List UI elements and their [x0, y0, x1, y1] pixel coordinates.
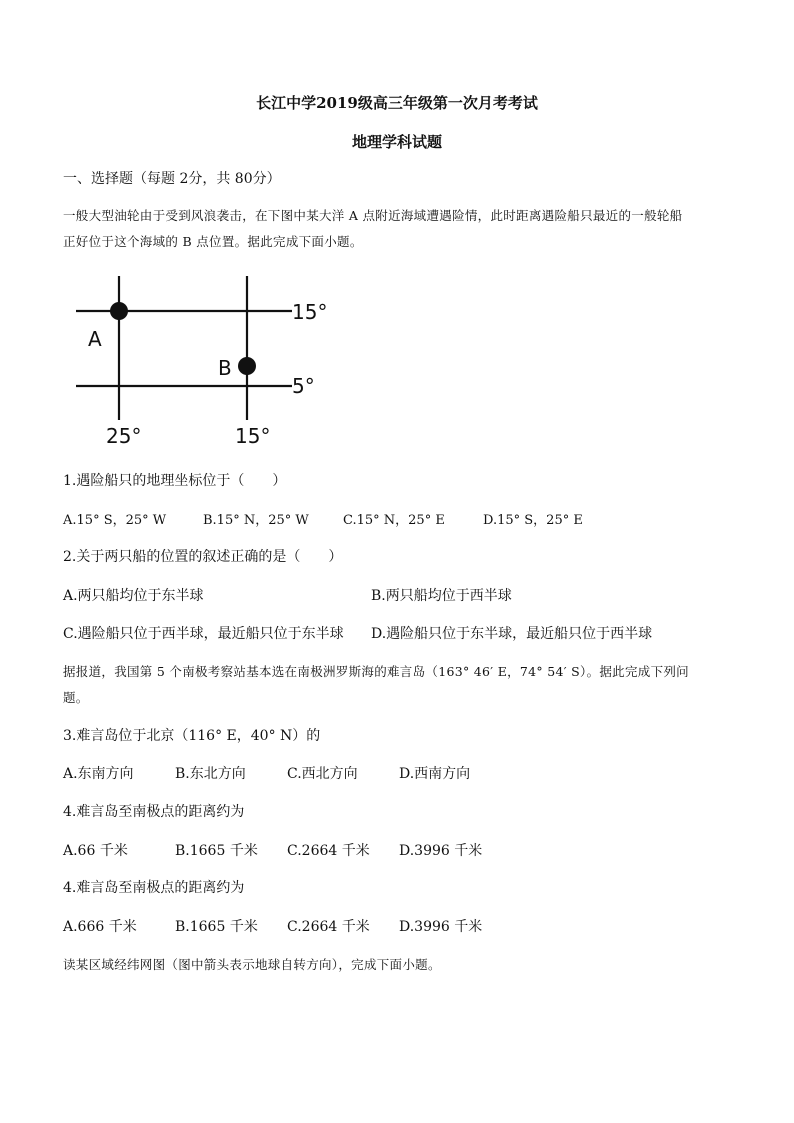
- question-3-stem: 3.难言岛位于北京（116° E，40° N）的: [63, 728, 321, 744]
- question-4b-option-a: A.666 千米: [63, 919, 137, 935]
- lat-label-top: 15°: [292, 300, 328, 324]
- question-1-stem: 1.遇险船只的地理坐标位于（ ）: [63, 473, 287, 489]
- intro-2-line-1: 据报道，我国第 5 个南极考察站基本选在南极洲罗斯海的难言岛（163° 46′ E，74° 54′ S）。据此完成下列问: [63, 664, 689, 679]
- question-4-option-d: D.3996 千米: [399, 843, 483, 859]
- question-4b-option-d: D.3996 千米: [399, 919, 483, 935]
- point-b-marker: [238, 357, 256, 375]
- question-4b-option-b: B.1665 千米: [175, 919, 258, 935]
- question-2-option-b: B.两只船均位于西半球: [371, 588, 512, 604]
- lon-label-left: 25°: [106, 424, 142, 448]
- question-4b-stem: 4.难言岛至南极点的距离约为: [63, 880, 245, 896]
- intro-1-line-2: 正好位于这个海域的 B 点位置。据此完成下面小题。: [63, 234, 363, 249]
- lat-lon-grid-figure: [70, 270, 340, 450]
- section-heading: 一、选择题（每题 2分，共 80分）: [63, 171, 281, 187]
- point-a-marker: [110, 302, 128, 320]
- lat-label-bottom: 5°: [292, 374, 315, 398]
- question-4-option-a: A.66 千米: [63, 843, 128, 859]
- question-1-option-d: D.15° S，25° E: [483, 513, 583, 528]
- page-title: 长江中学2019级高三年级第一次月考考试: [256, 94, 538, 112]
- lon-label-right: 15°: [235, 424, 271, 448]
- question-4-option-b: B.1665 千米: [175, 843, 258, 859]
- question-1-option-c: C.15° N，25° E: [343, 513, 445, 528]
- question-3-option-c: C.西北方向: [287, 766, 358, 782]
- intro-1-line-1: 一般大型油轮由于受到风浪袭击，在下图中某大洋 A 点附近海域遭遇险情，此时距离遇险船只最近的一般轮船: [63, 208, 683, 223]
- question-1-option-a: A.15° S，25° W: [63, 513, 167, 528]
- question-3-option-a: A.东南方向: [63, 766, 134, 782]
- question-4-option-c: C.2664 千米: [287, 843, 370, 859]
- point-a-label: A: [88, 327, 102, 351]
- intro-3-line-1: 读某区域经纬网图（图中箭头表示地球自转方向），完成下面小题。: [63, 957, 441, 972]
- intro-2-line-2: 题。: [63, 690, 89, 705]
- question-3-option-d: D.西南方向: [399, 766, 471, 782]
- question-4-stem: 4.难言岛至南极点的距离约为: [63, 804, 245, 820]
- question-4b-option-c: C.2664 千米: [287, 919, 370, 935]
- question-1-option-b: B.15° N，25° W: [203, 513, 309, 528]
- question-2-option-d: D.遇险船只位于东半球，最近船只位于西半球: [371, 626, 653, 642]
- question-2-option-c: C.遇险船只位于西半球，最近船只位于东半球: [63, 626, 344, 642]
- question-2-stem: 2.关于两只船的位置的叙述正确的是（ ）: [63, 549, 343, 565]
- point-b-label: B: [218, 356, 232, 380]
- question-3-option-b: B.东北方向: [175, 766, 246, 782]
- page-subtitle: 地理学科试题: [351, 133, 442, 151]
- question-2-option-a: A.两只船均位于东半球: [63, 588, 204, 604]
